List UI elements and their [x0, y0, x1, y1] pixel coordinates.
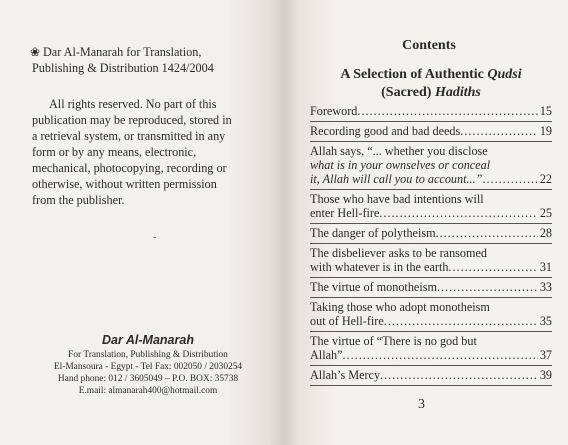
toc-entry-text: The disbeliever asks to be ransomed — [310, 246, 488, 260]
toc-entry-text: The virtue of monotheism — [310, 280, 437, 294]
toc-entry-text: Taking those who adopt monotheism — [310, 300, 490, 314]
publisher-line: El-Mansoura - Egypt - Tel Fax: 002050 / 2030254 — [53, 362, 243, 372]
rights-paragraph — [32, 96, 272, 208]
toc-page-number: 37 — [539, 348, 552, 362]
toc-entry — [310, 278, 552, 298]
page-mark: - — [153, 232, 157, 243]
toc-entry — [310, 142, 552, 190]
toc-entry — [310, 244, 552, 278]
rights-line: mechanical, photocopying, recording or — [32, 161, 227, 175]
toc-leader-dots — [380, 368, 538, 382]
toc-page-number: 28 — [539, 226, 552, 240]
toc-leader-dots — [460, 124, 538, 138]
publisher-email: E.mail: almanarah400@hotmail.com — [78, 386, 218, 396]
toc-entry-text: out of Hell-fire — [310, 314, 384, 328]
toc-entry-text: Foreword — [310, 104, 358, 118]
toc-leader-dots — [482, 172, 537, 186]
flower-ornament-icon: ❀ — [30, 45, 41, 59]
rights-line: form or by any means, electronic, — [32, 145, 197, 159]
toc-entry-text: Allah says, “... whether you disclose — [310, 144, 488, 158]
toc-entry-text: The virtue of “There is no god but — [310, 334, 477, 348]
rights-line: a retrieval system, or transmitted in any — [32, 129, 226, 143]
toc-entry-text: Allah” — [310, 348, 343, 362]
selection-title — [300, 66, 562, 102]
selection-title-italic: Qudsi — [487, 67, 522, 82]
selection-title-part: (Sacred) — [381, 85, 435, 100]
toc-page-number: 33 — [539, 280, 552, 294]
toc-leader-dots — [436, 226, 538, 240]
toc-entry-text: Those who have bad intentions will — [310, 192, 484, 206]
toc-leader-dots — [437, 280, 538, 294]
toc-page-number: 31 — [539, 260, 552, 274]
toc-entry — [310, 122, 552, 142]
publisher-block — [18, 333, 278, 397]
toc-entry-text: what is in your ownselves or conceal — [310, 158, 491, 172]
toc-entry — [310, 102, 552, 122]
copyright-line: Dar Al-Manarah for Translation, — [43, 45, 202, 59]
toc-leader-dots — [384, 314, 538, 328]
toc-entry-text: it, Allah will call you to account...” — [310, 172, 483, 186]
publisher-line: For Translation, Publishing & Distribution — [68, 350, 228, 360]
toc-leader-dots — [357, 104, 537, 118]
toc-entry-text: The danger of polytheism — [310, 226, 436, 240]
rights-line: otherwise, without written permission — [32, 177, 217, 191]
toc-page-number: 35 — [539, 314, 552, 328]
toc-page-number: 25 — [539, 206, 552, 220]
copyright-line: Publishing & Distribution 1424/2004 — [32, 61, 214, 75]
selection-title-part: A Selection of Authentic — [340, 67, 488, 82]
publisher-name: Dar Al-Manarah — [102, 333, 194, 347]
toc-entry — [310, 190, 552, 224]
rights-line: publication may be reproduced, stored in — [32, 113, 232, 127]
publisher-line: Hand phone: 012 / 3605049 – P.O. BOX: 35738 — [57, 374, 239, 384]
rights-line: from the publisher. — [32, 193, 125, 207]
toc-entry-text: Recording good and bad deeds — [310, 124, 461, 138]
toc-entry — [310, 366, 552, 386]
toc-page-number: 22 — [539, 172, 552, 186]
copyright-notice — [32, 44, 272, 76]
rights-line: All rights reserved. No part of this — [49, 97, 217, 111]
page-number: 3 — [418, 397, 425, 412]
toc-leader-dots — [448, 260, 537, 274]
contents-title: Contents — [402, 38, 456, 53]
toc-entry-text: Allah’s Mercy — [310, 368, 381, 382]
toc-leader-dots — [379, 206, 537, 220]
toc-leader-dots — [343, 348, 538, 362]
table-of-contents — [310, 102, 552, 386]
toc-entry — [310, 332, 552, 366]
toc-entry — [310, 224, 552, 244]
toc-page-number: 39 — [539, 368, 552, 382]
toc-page-number: 19 — [539, 124, 552, 138]
selection-title-italic: Hadiths — [434, 85, 481, 100]
toc-entry-text: enter Hell-fire — [310, 206, 380, 220]
toc-entry — [310, 298, 552, 332]
toc-entry-text: with whatever is in the earth — [310, 260, 449, 274]
toc-page-number: 15 — [539, 104, 552, 118]
